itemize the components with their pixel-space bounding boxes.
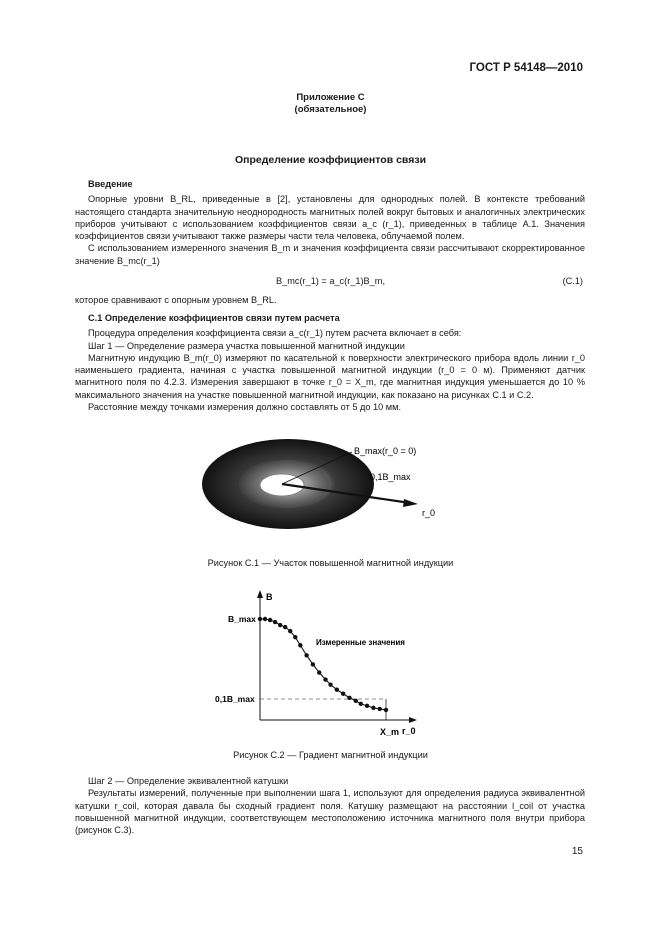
- annex-title: Приложение С: [296, 92, 365, 103]
- series-label: Измеренные значения: [316, 638, 405, 647]
- figure-c1-caption: Рисунок С.1 — Участок повышенной магнитной индукции: [207, 558, 454, 568]
- label-r0-fig1: r_0: [422, 508, 436, 518]
- figure-c2-chart: [215, 590, 430, 740]
- measurement-point: [371, 706, 375, 710]
- measurement-point: [384, 708, 388, 712]
- y-tick-bmax: B_max: [228, 614, 256, 624]
- document-code: ГОСТ Р 54148—2010: [469, 62, 583, 74]
- measurement-point: [359, 702, 363, 706]
- figure-c1: [200, 440, 460, 550]
- measurement-point: [365, 704, 369, 708]
- figure-c2-caption: Рисунок С.2 — Градиент магнитной индукции: [233, 750, 428, 760]
- measurement-point: [317, 670, 321, 674]
- label-01bmax: 0,1B_max: [370, 472, 411, 482]
- equation-number: (С.1): [562, 276, 583, 286]
- measurement-point: [335, 688, 339, 692]
- x-axis-label: r_0: [402, 726, 416, 736]
- r0-arrow-head: [403, 499, 418, 507]
- measurement-point: [328, 682, 332, 686]
- measurement-point: [273, 620, 277, 624]
- y-tick-01bmax: 0,1B_max: [215, 694, 255, 704]
- intro-heading: Введение: [88, 179, 133, 189]
- x-axis-arrow: [409, 717, 417, 723]
- c1-paragraph-3: Расстояние между точками измерения должно составлять от 5 до 10 мм.: [88, 402, 401, 413]
- step-2-title: Шаг 2 — Определение эквивалентной катушки: [88, 776, 289, 786]
- c1-paragraph-2: Магнитную индукцию B_m(r_0) измеряют по касательной к поверхности электрического прибора вдоль линии r_0 наименьшего градиента, начиная с участка повышенной магнитной индукции (r_0 = 0 м). Применяют датчик магнитного поля по 4.2.3. Измерения завершают в точке r_0 = X_m, где магнитная индукция уменьшается до 10 % максимального значения на участке повышенной магнитной индукции, как показано на рисунках С.1 и С.2.: [75, 352, 585, 400]
- measurement-point: [323, 677, 327, 681]
- measurement-point: [293, 635, 297, 639]
- label-bmax: B_max(r_0 = 0): [354, 446, 417, 456]
- intro-block-2: [75, 294, 585, 306]
- c1-step-1: Шаг 1 — Определение размера участка повышенной магнитной индукции: [88, 340, 405, 351]
- measurement-point: [378, 707, 382, 711]
- measurement-point: [298, 643, 302, 647]
- equation-formula: B_mc(r_1) = a_c(r_1)B_m,: [275, 276, 385, 286]
- measurement-point: [354, 699, 358, 703]
- page-number: 15: [571, 846, 583, 857]
- annex-status: (обязательное): [294, 104, 367, 115]
- measurement-point: [288, 629, 292, 633]
- measurement-point: [268, 618, 272, 622]
- intro-paragraph-2: С использованием измеренного значения B_m и значения коэффициента связи рассчитывают скорректированное значение B_mc(r_1): [75, 243, 585, 266]
- measurement-point: [283, 625, 287, 629]
- x-tick-xm: X_m: [380, 727, 400, 737]
- measurement-point: [311, 662, 315, 666]
- measurement-point: [341, 692, 345, 696]
- measurement-point: [278, 623, 282, 627]
- y-axis-arrow: [257, 590, 263, 598]
- measurement-point: [304, 653, 308, 657]
- section-c1: [75, 312, 585, 413]
- y-axis-label: B: [266, 592, 273, 602]
- measurement-point: [347, 696, 351, 700]
- intro-block: [75, 178, 585, 267]
- measurement-point: [258, 617, 262, 621]
- c1-paragraph-1: Процедура определения коэффициента связи a_c(r_1) путем расчета включает в себя:: [88, 328, 462, 339]
- measurement-point: [263, 617, 267, 621]
- intro-paragraph-1: Опорные уровни B_RL, приведенные в [2], установлены для однородных полей. В контексте требований настоящего стандарта значительную неоднородность магнитных полей вокруг бытовых и аналогичных электрических приборов учитывают с использованием коэффициентов связи a_c (r_1), приведенных в таблице А.1. Значения коэффициентов связи учитывают также размеры части тела человека, облучаемой полем.: [75, 194, 585, 242]
- section-title: Определение коэффициентов связи: [234, 154, 427, 166]
- c1-heading: С.1 Определение коэффициентов связи путем расчета: [88, 313, 340, 323]
- intro-paragraph-3: которое сравнивают с опорным уровнем B_RL.: [75, 295, 277, 305]
- gradient-curve: [260, 619, 386, 710]
- step-2-block: [75, 775, 585, 836]
- step-2-paragraph: Результаты измерений, полученные при выполнении шага 1, используют для определения радиуса эквивалентной катушки r_coil, которая давала бы сходный градиент поля. Катушку размещают на расстоянии l_coil от участка повышенной магнитной индукции, соответствующем местоположению источника магнитного поля внутри прибора (рисунок С.3).: [75, 788, 585, 836]
